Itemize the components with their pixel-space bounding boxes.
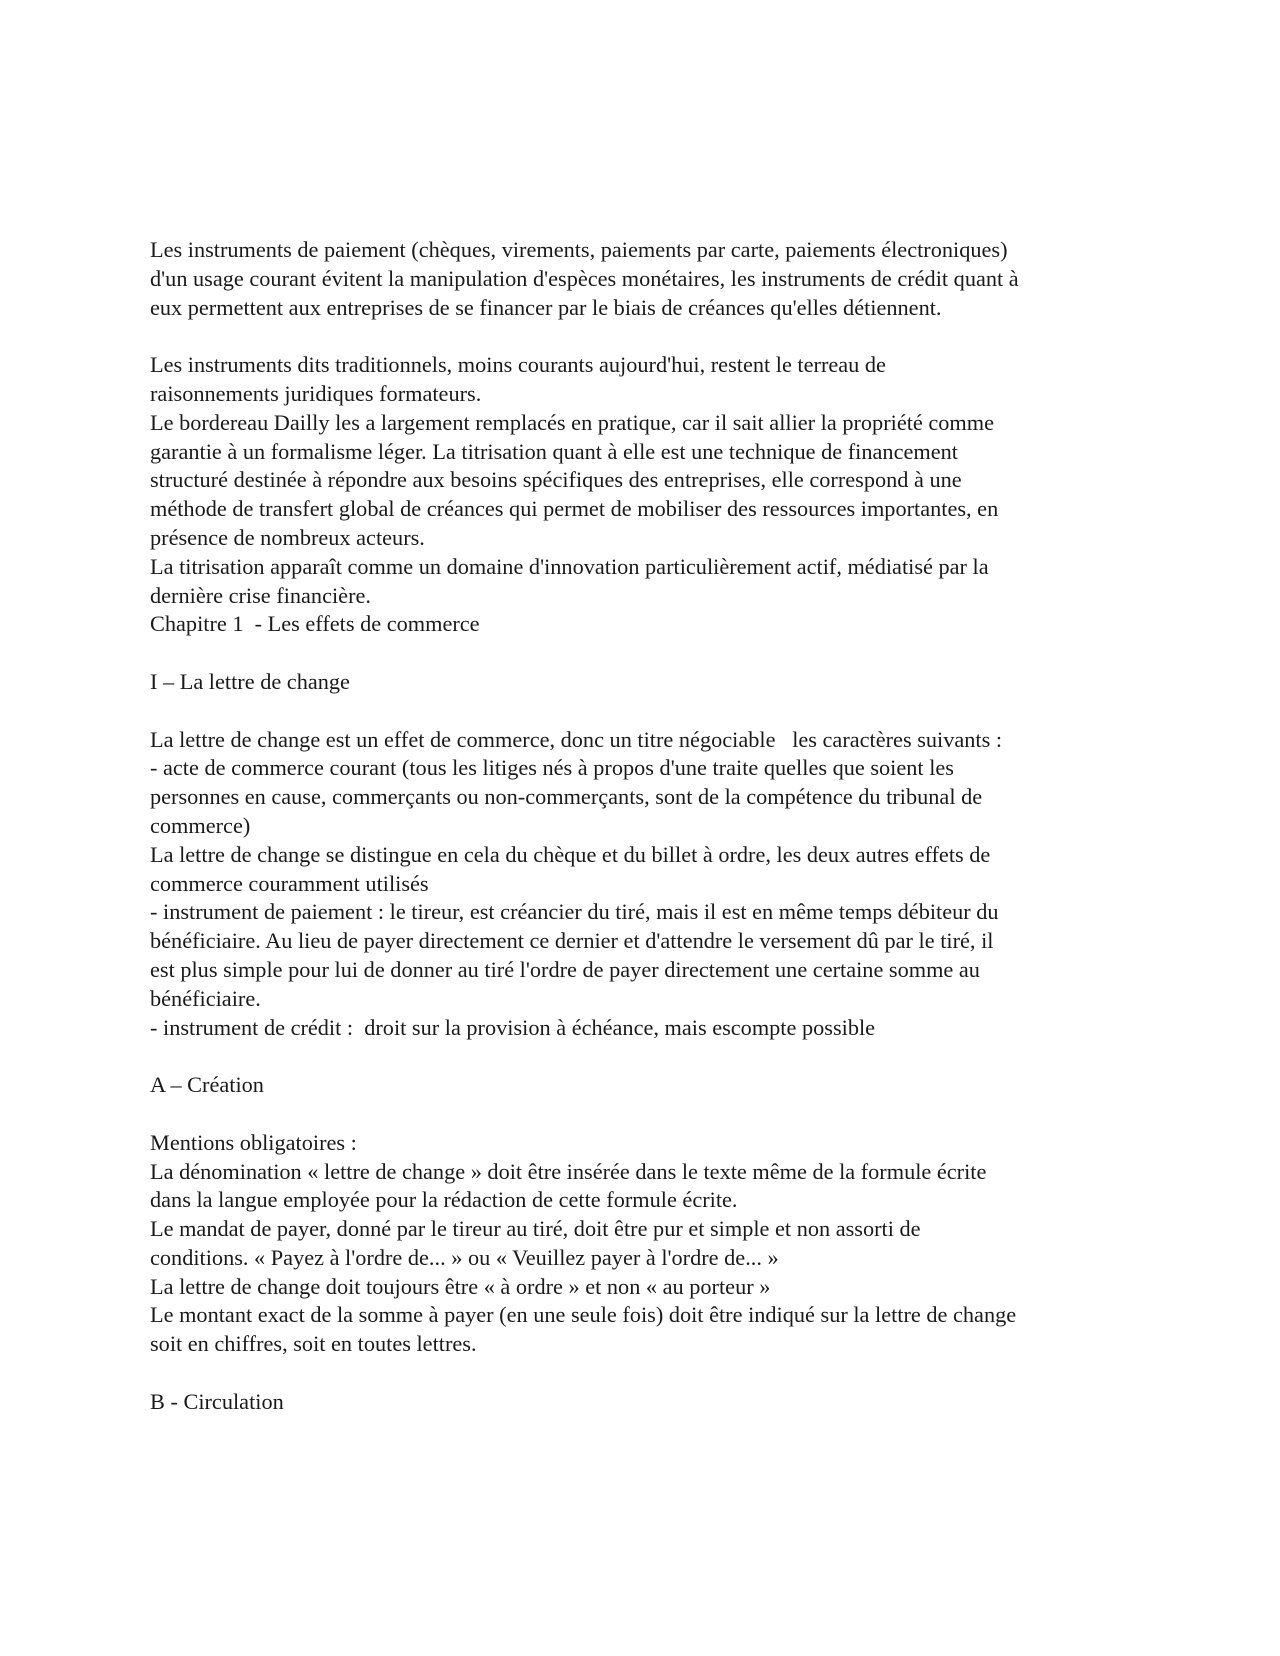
blank-line <box>150 1100 1135 1129</box>
text-line: La dénomination « lettre de change » doit être insérée dans le texte même de la formule écrite <box>150 1158 987 1184</box>
text-line: Le montant exact de la somme à payer (en une seule fois) doit être indiqué sur la lettre de change <box>150 1302 1017 1328</box>
text-line: commerce) <box>150 812 251 838</box>
text-line: raisonnements juridiques formateurs. <box>150 380 482 406</box>
text-line: Mentions obligatoires : <box>150 1129 357 1155</box>
text-line: La lettre de change se distingue en cela du chèque et du billet à ordre, les deux autres effets de <box>150 841 991 867</box>
text-line: garantie à un formalisme léger. La titrisation quant à elle est une technique de financement <box>150 438 958 464</box>
text-line: bénéficiaire. Au lieu de payer directement ce dernier et d'attendre le versement dû par le tiré, il <box>150 928 994 954</box>
blank-line <box>150 1359 1135 1388</box>
subsection-heading: B - Circulation <box>150 1388 284 1414</box>
text-line: La lettre de change doit toujours être « à ordre » et non « au porteur » <box>150 1273 771 1299</box>
text-line: Le bordereau Dailly les a largement remplacés en pratique, car il sait allier la propriété comme <box>150 409 995 435</box>
text-line: La titrisation apparaît comme un domaine d'innovation particulièrement actif, médiatisé par la <box>150 553 989 579</box>
text-line: dans la langue employée pour la rédaction de cette formule écrite. <box>150 1187 738 1213</box>
text-line: eux permettent aux entreprises de se financer par le biais de créances qu'elles détiennent. <box>150 294 942 320</box>
text-line: conditions. « Payez à l'ordre de... » ou « Veuillez payer à l'ordre de... » <box>150 1244 779 1270</box>
blank-line <box>150 1042 1135 1071</box>
text-line: structuré destinée à répondre aux besoins spécifiques des entreprises, elle correspond à une <box>150 467 962 493</box>
blank-line <box>150 697 1135 726</box>
text-line: bénéficiaire. <box>150 985 261 1011</box>
text-line: personnes en cause, commerçants ou non-commerçants, sont de la compétence du tribunal de <box>150 784 983 810</box>
text-line: soit en chiffres, soit en toutes lettres. <box>150 1331 477 1357</box>
subsection-heading: A – Création <box>150 1072 264 1098</box>
blank-line <box>150 639 1135 668</box>
text-line: - instrument de crédit : droit sur la provision à échéance, mais escompte possible <box>150 1014 876 1040</box>
section-heading: I – La lettre de change <box>150 668 350 694</box>
text-line: - instrument de paiement : le tireur, est créancier du tiré, mais il est en même temps débiteur du <box>150 899 999 925</box>
text-line: présence de nombreux acteurs. <box>150 524 425 550</box>
text-line: commerce couramment utilisés <box>150 870 429 896</box>
text-line: est plus simple pour lui de donner au tiré l'ordre de payer directement une certaine somme au <box>150 956 980 982</box>
text-line: La lettre de change est un effet de commerce, donc un titre négociable les caractères suivants : <box>150 726 1003 752</box>
blank-line <box>150 322 1135 351</box>
text-line: Les instruments dits traditionnels, moins courants aujourd'hui, restent le terreau de <box>150 352 886 378</box>
document-body <box>150 236 1135 1417</box>
text-line: dernière crise financière. <box>150 582 371 608</box>
chapter-heading: Chapitre 1 - Les effets de commerce <box>150 611 480 637</box>
text-line: d'un usage courant évitent la manipulation d'espèces monétaires, les instruments de crédit quant à <box>150 265 1019 291</box>
text-line: Le mandat de payer, donné par le tireur au tiré, doit être pur et simple et non assorti de <box>150 1216 921 1242</box>
text-line: Les instruments de paiement (chèques, virements, paiements par carte, paiements électroniques) <box>150 237 1008 262</box>
text-line: - acte de commerce courant (tous les litiges nés à propos d'une traite quelles que soient les <box>150 755 954 781</box>
text-line: méthode de transfert global de créances qui permet de mobiliser des ressources importantes, en <box>150 496 999 522</box>
